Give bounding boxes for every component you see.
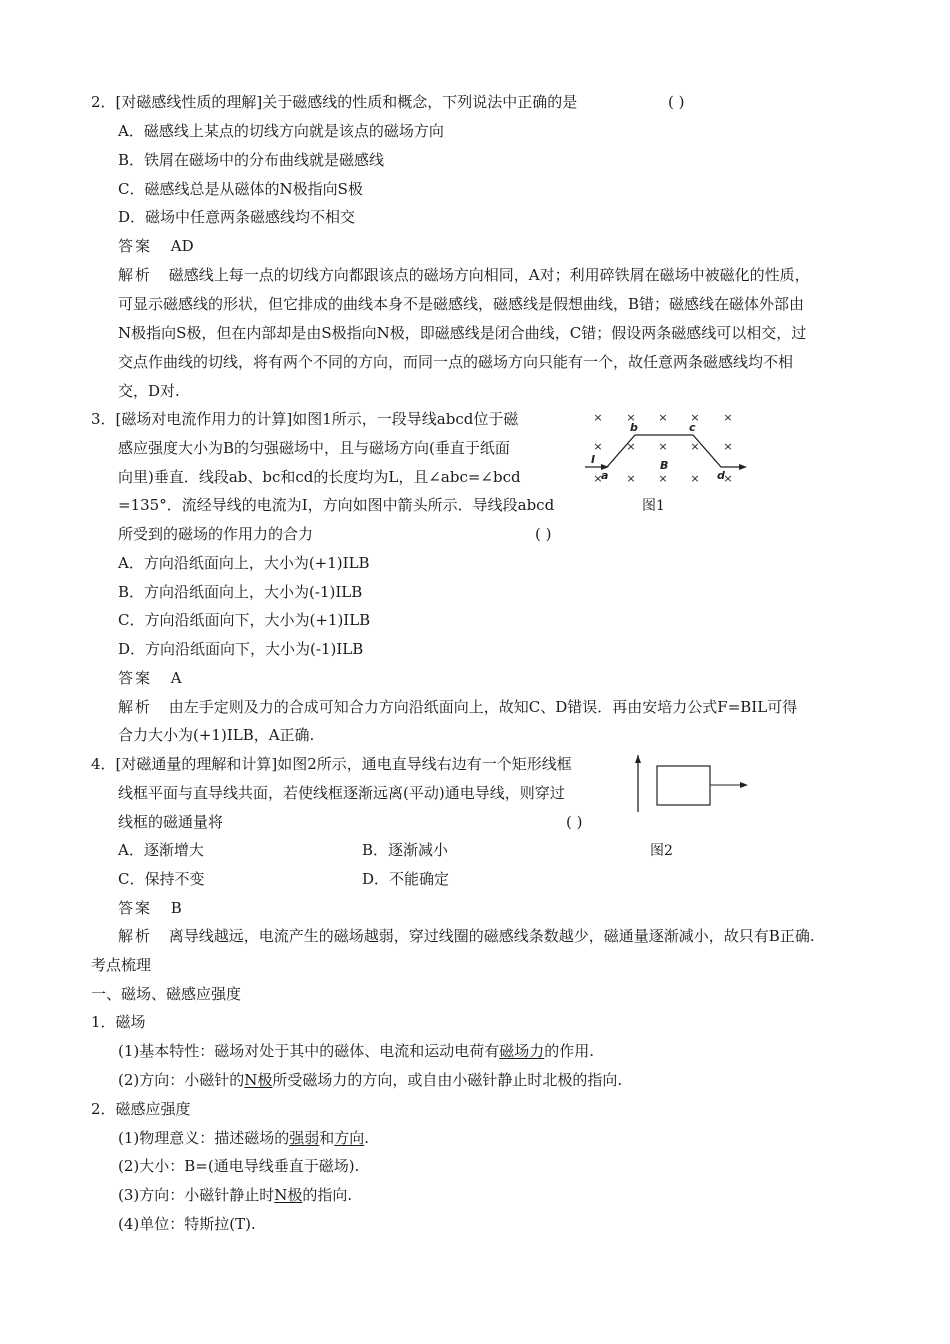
answer-label: 答案	[118, 899, 153, 917]
label-current-i: I	[591, 453, 596, 466]
q2-answer-paren: ( )	[668, 93, 685, 111]
q3-stem-line-4: =135°．流经导线的电流为I，方向如图中箭头所示．导线段abcd	[118, 496, 555, 514]
q2-option-c: C．磁感线总是从磁体的N极指向S极	[118, 180, 363, 198]
q2-analysis-line-3: N极指向S极，但在内部却是由S极指向N极，即磁感线是闭合曲线，C错；假设两条磁感线可以相交，过	[118, 324, 807, 342]
field-cross: ×	[723, 472, 733, 485]
field-cross: ×	[626, 411, 636, 424]
figure-2-caption: 图2	[650, 843, 673, 859]
q2-option-a: A．磁感线上某点的切线方向就是该点的磁场方向	[118, 122, 444, 140]
q3-analysis-line-2: 合力大小为(+1)ILB，A正确.	[118, 726, 315, 744]
q2-analysis-line-5: 交，D对.	[118, 382, 180, 400]
q2-answer-row	[118, 236, 194, 256]
field-cross: ×	[658, 440, 668, 453]
field-cross: ×	[658, 472, 668, 485]
q2-answer-value: AD	[170, 237, 194, 255]
q2-analysis-line-4: 交点作曲线的切线，将有两个不同的方向，而同一点的磁场方向只能有一个，故任意两条磁感线均不相	[118, 353, 794, 371]
current-arrow-out	[739, 464, 747, 470]
analysis-label: 解析	[118, 266, 153, 284]
field-cross: ×	[593, 440, 603, 453]
item-1-line-2: (2)方向：小磁针的N极所受磁场力的方向，或自由小磁针静止时北极的指向.	[118, 1071, 623, 1089]
analysis-label: 解析	[118, 927, 153, 945]
figure-1-caption: 图1	[642, 498, 665, 514]
q4-answer-value: B	[170, 899, 182, 917]
q3-stem-line-3: 向里)垂直．线段ab、bc和cd的长度均为L，且∠abc=∠bcd	[118, 468, 521, 486]
q2-stem: 2．[对磁感线性质的理解]关于磁感线的性质和概念，下列说法中正确的是	[91, 93, 578, 111]
q4-option-b: B．逐渐减小	[362, 841, 449, 859]
analysis-label: 解析	[118, 698, 153, 716]
q2-analysis-line-1: 解析 磁感线上每一点的切线方向都跟该点的磁场方向相同，A对；利用碎铁屑在磁场中被磁化的性质，	[118, 266, 810, 284]
q3-stem-line-5: 所受到的磁场的作用力的合力	[118, 525, 314, 543]
figure-2-wire-and-frame	[628, 752, 750, 814]
q3-stem-line-1: 3．[磁场对电流作用力的计算]如图1所示，一段导线abcd位于磁	[91, 410, 519, 428]
field-cross: ×	[690, 440, 700, 453]
field-cross: ×	[690, 411, 700, 424]
section-1-title: 一、磁场、磁感应强度	[91, 985, 242, 1003]
q4-stem-line-1: 4．[对磁通量的理解和计算]如图2所示，通电直导线右边有一个矩形线框	[91, 755, 572, 773]
q4-option-c: C．保持不变	[118, 870, 205, 888]
field-cross: ×	[690, 472, 700, 485]
item-1-line-1: (1)基本特性：磁场对处于其中的磁体、电流和运动电荷有磁场力的作用.	[118, 1042, 595, 1060]
q3-answer-row	[118, 668, 182, 688]
item-2-line-1: (1)物理意义：描述磁场的强弱和方向.	[118, 1129, 370, 1147]
q2-analysis-line-2: 可显示磁感线的形状，但它排成的曲线本身不是磁感线，磁感线是假想曲线，B错；磁感线在磁体外部由	[118, 295, 805, 313]
q4-analysis-line-1: 解析 离导线越远，电流产生的磁场越弱，穿过线圈的磁感线条数越少，磁通量逐渐减小，故只有B正确.	[118, 927, 815, 945]
label-field-b: B	[660, 459, 669, 472]
q3-option-a: A．方向沿纸面向上，大小为(+1)ILB	[118, 554, 370, 572]
blank-answer: 强弱	[289, 1129, 320, 1147]
item-1-title: 1．磁场	[91, 1013, 146, 1031]
item-2-line-3: (3)方向：小磁针静止时N极的指向.	[118, 1186, 353, 1204]
field-cross: ×	[626, 440, 636, 453]
q2-option-b: B．铁屑在磁场中的分布曲线就是磁感线	[118, 151, 385, 169]
q4-answer-row	[118, 898, 182, 918]
q2-option-d: D．磁场中任意两条磁感线均不相交	[118, 208, 356, 226]
label-c: c	[689, 421, 696, 434]
field-cross: ×	[723, 440, 733, 453]
label-d: d	[717, 469, 725, 482]
field-cross: ×	[593, 411, 603, 424]
q4-answer-paren: ( )	[566, 813, 583, 831]
q3-option-d: D．方向沿纸面向下，大小为(-1)ILB	[118, 640, 364, 658]
q3-option-c: C．方向沿纸面向下，大小为(+1)ILB	[118, 611, 371, 629]
figure-1-wire-diagram	[585, 405, 750, 485]
q3-analysis-line-1: 解析 由左手定则及力的合成可知合力方向沿纸面向上，故知C、D错误．再由安培力公式F=BIL可得	[118, 698, 798, 716]
q3-answer-value: A	[170, 669, 182, 687]
item-2-line-2: (2)大小：B=(通电导线垂直于磁场).	[118, 1157, 360, 1175]
blank-answer: N极	[244, 1071, 273, 1089]
blank-answer: 方向	[334, 1129, 365, 1147]
q3-option-b: B．方向沿纸面向上，大小为(-1)ILB	[118, 583, 363, 601]
q4-stem-line-3: 线框的磁通量将	[118, 813, 224, 831]
motion-arrow	[740, 782, 748, 788]
wire-current-arrow	[635, 755, 641, 763]
label-b: b	[630, 421, 638, 434]
field-cross: ×	[626, 472, 636, 485]
q4-stem-line-2: 线框平面与直导线共面，若使线框逐渐远离(平动)通电导线，则穿过	[118, 784, 565, 802]
rectangular-frame	[657, 766, 710, 805]
q4-option-a: A．逐渐增大	[118, 841, 204, 859]
q4-option-d: D．不能确定	[362, 870, 450, 888]
field-cross: ×	[658, 411, 668, 424]
field-cross: ×	[593, 472, 603, 485]
blank-answer: N极	[274, 1186, 303, 1204]
q3-stem-line-2: 感应强度大小为B的匀强磁场中，且与磁场方向(垂直于纸面	[118, 439, 510, 457]
blank-answer: 磁场力	[499, 1042, 545, 1060]
field-cross: ×	[723, 411, 733, 424]
item-2-line-4: (4)单位：特斯拉(T).	[118, 1215, 256, 1233]
item-2-title: 2．磁感应强度	[91, 1100, 191, 1118]
section-heading: 考点梳理	[91, 956, 152, 974]
answer-label: 答案	[118, 237, 153, 255]
q3-answer-paren: ( )	[535, 525, 552, 543]
answer-label: 答案	[118, 669, 153, 687]
label-a: a	[601, 469, 609, 482]
